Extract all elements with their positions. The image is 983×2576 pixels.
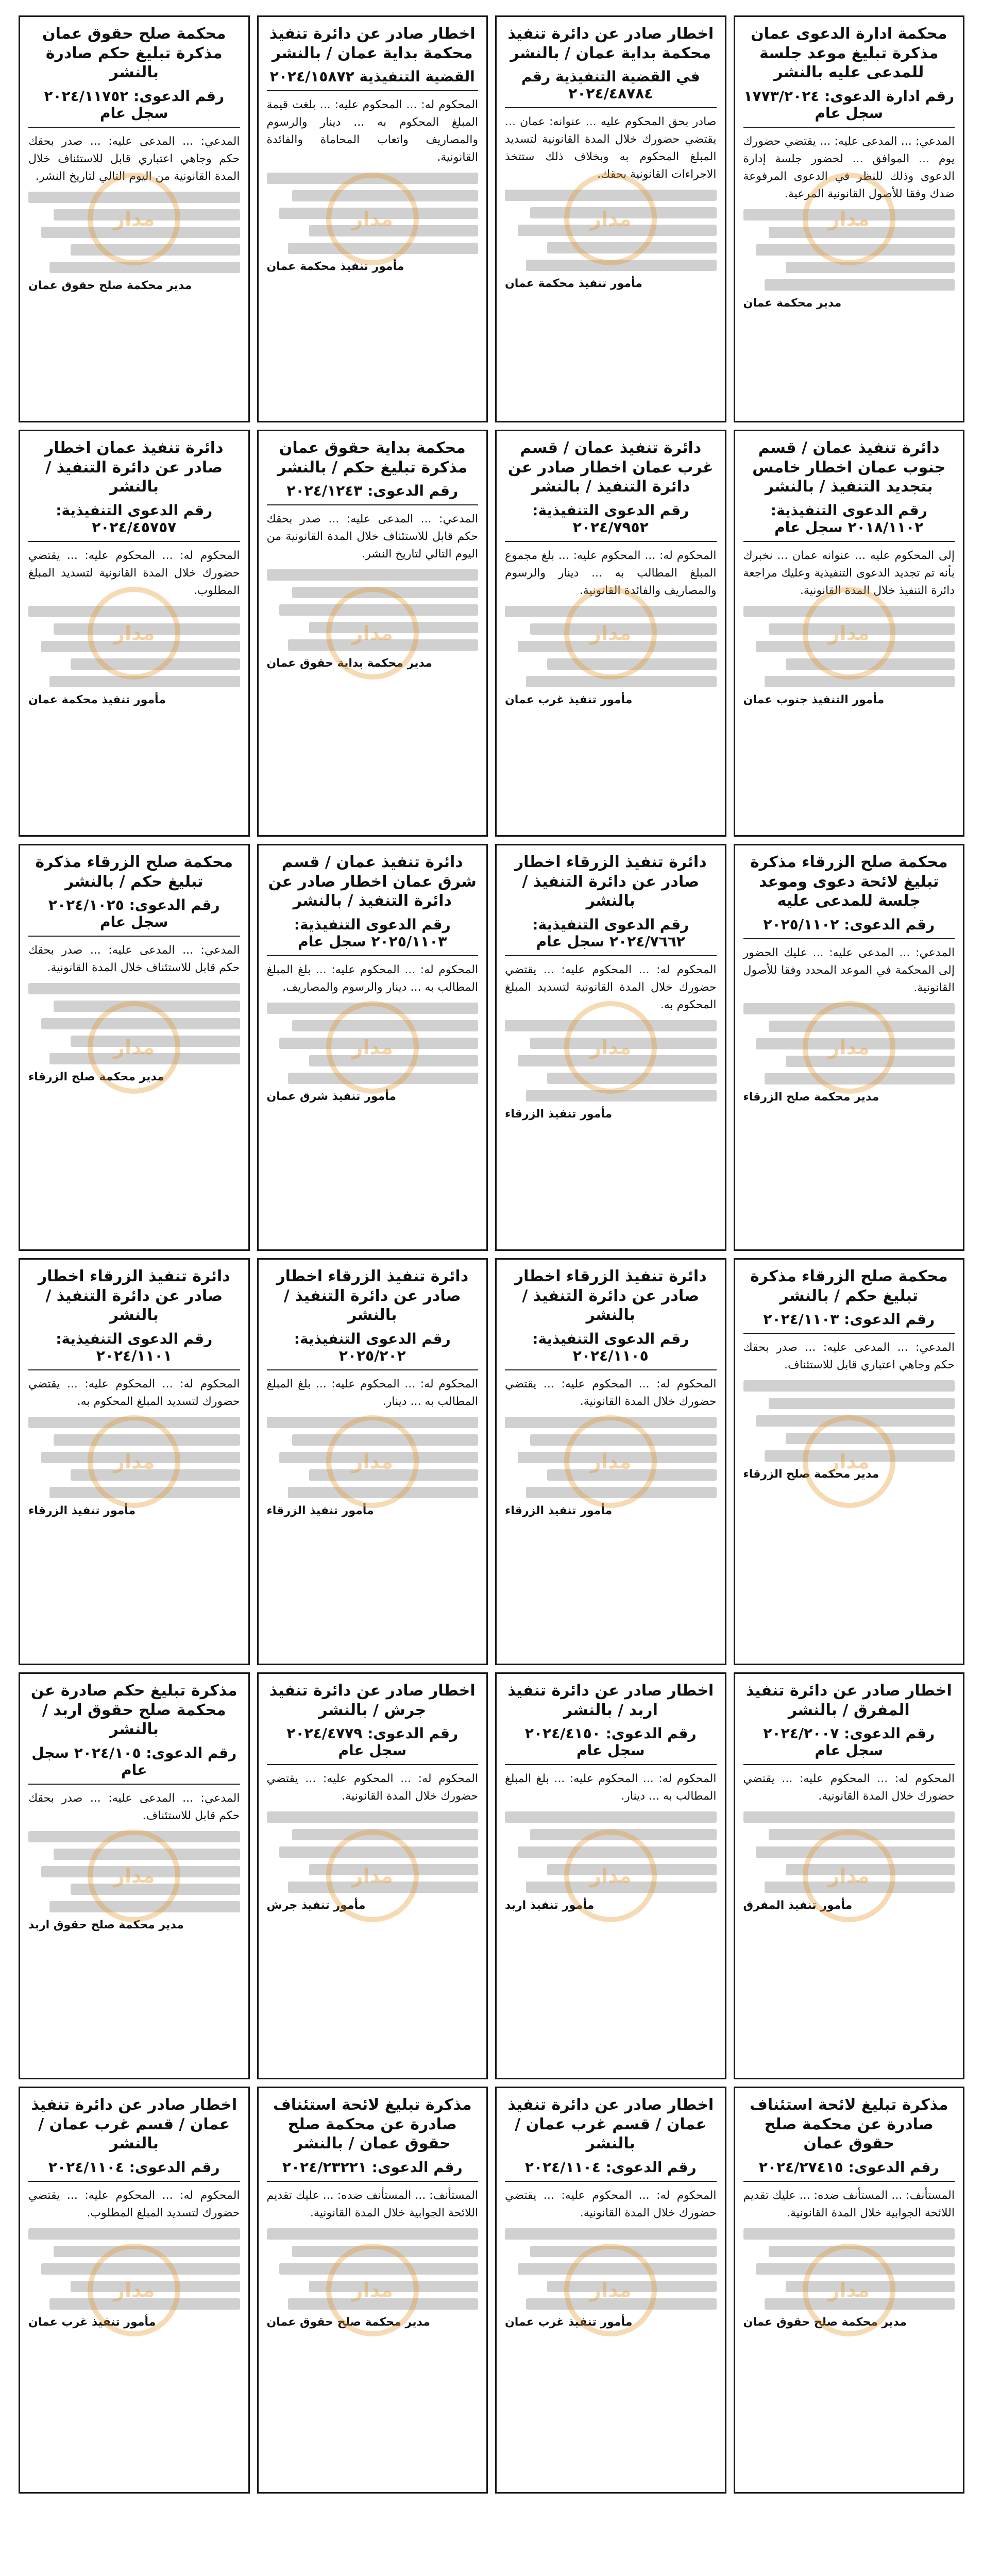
notice-header: محكمة بداية حقوق عمان مذكرة تبليغ حكم / بالنشر	[277, 439, 468, 477]
notice-reference: رقم الدعوى التنفيذية: ٢٠٢٥/١١٠٣ سجل عام	[294, 916, 451, 950]
notice-body: المحكوم له: ... المحكوم عليه: ... يقتضي حضورك خلال المدة القانونية.	[266, 1772, 478, 1803]
notice-signature: مدير محكمة صلح الزرقاء	[743, 1090, 879, 1104]
watermark-logo: مدار	[326, 1829, 419, 1922]
notice-signature: مأمور تنفيذ الزرقاء	[266, 1504, 374, 1517]
divider	[28, 2181, 240, 2182]
notice-signature: مأمور تنفيذ محكمة عمان	[266, 260, 404, 274]
watermark-logo: مدار	[564, 1415, 657, 1508]
legal-notice	[734, 2087, 965, 2494]
legal-notice	[734, 1258, 965, 1665]
watermark-logo: مدار	[803, 2244, 895, 2336]
watermark-logo: مدار	[803, 1829, 895, 1922]
legal-notice	[19, 430, 250, 837]
legal-notice	[734, 430, 965, 837]
notice-header: دائرة تنفيذ الزرقاء اخطار صادر عن دائرة التنفيذ / بالنشر	[514, 853, 707, 910]
notice-signature: مدير محكمة صلح حقوق اربد	[28, 1918, 184, 1931]
notice-reference: رقم الدعوى التنفيذية: ٢٠٢٤/٧٩٥٢	[532, 501, 689, 536]
notice-reference: رقم الدعوى: ٢٠٢٤/٤٧٧٩ سجل عام	[286, 1725, 459, 1759]
divider	[743, 541, 955, 542]
notice-body: صادر بحق المحكوم عليه ... عنوانه: عمان ... يقتضي حضورك خلال المدة القانونية لتسديد المبلغ المحكوم به وبخلاف ذلك ستتخذ الاجراءات القانونية بحقك.	[505, 115, 717, 181]
notice-signature: مأمور تنفيذ الزرقاء	[28, 1504, 136, 1517]
notice-reference: رقم الدعوى: ٢٠٢٤/١٠٥ سجل عام	[31, 1744, 237, 1778]
legal-notice	[495, 844, 726, 1251]
watermark-logo: مدار	[564, 1829, 657, 1922]
text-line	[743, 1811, 955, 1823]
divider	[505, 1369, 717, 1370]
notice-reference: القضية التنفيذية ٢٠٢٤/١٥٨٧٢	[269, 68, 475, 85]
divider	[28, 541, 240, 542]
notice-body: المحكوم له: ... المحكوم عليه: ... يقتضي حضورك خلال المدة القانونية لتسديد المبلغ المحكوم به.	[505, 963, 717, 1011]
notice-signature: مأمور تنفيذ غرب عمان	[28, 2315, 156, 2329]
notice-signature: مدير محكمة صلح حقوق عمان	[266, 2315, 430, 2329]
notice-header: اخطار صادر عن دائرة تنفيذ جرش / بالنشر	[269, 1682, 476, 1719]
text-line	[505, 1811, 717, 1823]
notices-grid	[19, 15, 964, 2494]
legal-notice	[257, 2087, 488, 2494]
watermark-logo: مدار	[88, 1001, 180, 1094]
watermark-logo: مدار	[803, 1001, 895, 1094]
notice-signature: مأمور تنفيذ غرب عمان	[505, 2315, 633, 2329]
watermark-logo: مدار	[88, 173, 180, 265]
divider	[267, 1369, 479, 1370]
notice-body: المحكوم له: ... المحكوم عليه: ... يقتضي حضورك خلال المدة القانونية.	[505, 2189, 717, 2219]
notice-reference: رقم الدعوى التنفيذية: ٢٠٢٤/٧٦٦٢ سجل عام	[532, 916, 689, 950]
notice-body: المدعي: ... المدعى عليه: ... عليك الحضور إلى المحكمة في الموعد المحدد وفقا للأصول القانونية.	[743, 946, 955, 994]
notice-reference: رقم الدعوى: ٢٠٢٤/٢٧٤١٥	[758, 2158, 939, 2176]
notice-reference: رقم الدعوى: ٢٠٢٤/١١٠٣	[763, 1311, 935, 1328]
text-line	[267, 1811, 479, 1823]
notice-signature: مأمور تنفيذ اربد	[505, 1899, 595, 1912]
legal-notice	[257, 15, 488, 422]
notice-signature: مدير محكمة صلح حقوق عمان	[743, 2315, 907, 2329]
watermark-logo: مدار	[564, 2244, 657, 2336]
legal-notice	[495, 1672, 726, 2079]
watermark-logo: مدار	[88, 587, 180, 680]
divider	[505, 955, 717, 956]
legal-notice	[19, 1672, 250, 2079]
notice-reference: رقم الدعوى: ٢٠٢٥/١١٠٢	[763, 916, 935, 933]
notice-body: المحكوم له: ... المحكوم عليه: ... يقتضي حضورك لتسديد المبلغ المطلوب.	[28, 2189, 240, 2219]
watermark-logo: مدار	[326, 1001, 419, 1094]
watermark-logo: مدار	[803, 173, 895, 265]
legal-notice	[734, 844, 965, 1251]
notice-header: محكمة صلح حقوق عمان مذكرة تبليغ حكم صادرة بالنشر	[42, 25, 226, 81]
divider	[267, 955, 479, 956]
legal-notice	[257, 1672, 488, 2079]
notice-header: دائرة تنفيذ عمان اخطار صادر عن دائرة التنفيذ / بالنشر	[45, 439, 224, 496]
notice-reference: رقم الدعوى: ٢٠٢٤/١١٧٥٢ سجل عام	[44, 87, 225, 122]
notice-header: دائرة تنفيذ الزرقاء اخطار صادر عن دائرة التنفيذ / بالنشر	[276, 1267, 469, 1324]
text-line	[743, 2228, 955, 2240]
notice-signature: مأمور تنفيذ جرش	[266, 1899, 366, 1912]
divider	[28, 1369, 240, 1370]
divider	[743, 127, 955, 128]
legal-notice	[19, 1258, 250, 1665]
watermark-logo: مدار	[326, 173, 419, 265]
notice-header: دائرة تنفيذ الزرقاء اخطار صادر عن دائرة التنفيذ / بالنشر	[38, 1267, 230, 1324]
text-line	[267, 569, 479, 581]
notice-body: المدعي: ... المدعى عليه: ... يقتضي حضورك يوم ... الموافق ... لحضور جلسة إدارة الدعوى وذلك للنظر في الدعوى المرفوعة ضدك وفقا للأصول القانونية المرعية.	[743, 134, 955, 200]
notice-signature: مأمور التنفيذ جنوب عمان	[743, 693, 885, 706]
notice-reference: رقم الدعوى التنفيذية: ٢٠٢٤/١١٠٥	[532, 1330, 689, 1364]
legal-notice	[257, 844, 488, 1251]
watermark-logo: مدار	[564, 587, 657, 680]
notice-header: اخطار صادر عن دائرة تنفيذ المفرق / بالنشر	[745, 1682, 952, 1719]
watermark-logo: مدار	[564, 1001, 657, 1094]
divider	[28, 1784, 240, 1785]
divider	[267, 1764, 479, 1765]
notice-header: مذكرة تبليغ لائحة استئناف صادرة عن محكمة صلح حقوق عمان / بالنشر	[273, 2096, 472, 2153]
divider	[743, 938, 955, 939]
notice-body: المحكوم له: ... المحكوم عليه: ... بلغ المبلغ المطالب به ... دينار.	[266, 1377, 478, 1408]
notice-body: المدعي: ... المدعى عليه: ... صدر بحقك حكم قابل للاستئناف خلال المدة القانونية من اليوم التالي لتاريخ النشر.	[266, 513, 478, 561]
notice-signature: مأمور تنفيذ محكمة عمان	[28, 693, 166, 706]
notice-body: إلى المحكوم عليه ... عنوانه عمان ... نخبرك بأنه تم تجديد الدعوى التنفيذية وعليك مراجعة دائرة التنفيذ خلال المدة القانونية.	[743, 549, 955, 597]
text-line	[28, 983, 240, 994]
notice-reference: رقم الدعوى: ٢٠٢٤/١١٠٤	[524, 2158, 697, 2176]
divider	[505, 1764, 717, 1765]
notice-reference: رقم الدعوى: ٢٠٢٤/٤١٥٠ سجل عام	[524, 1725, 697, 1759]
legal-notice	[19, 2087, 250, 2494]
notice-body: المحكوم له: ... المحكوم عليه: ... يقتضي حضورك خلال المدة القانونية.	[505, 1377, 717, 1408]
notice-body: المحكوم له: ... المحكوم عليه: ... بلغ المبلغ المطالب به ... دينار.	[505, 1772, 717, 1803]
notice-reference: رقم ادارة الدعوى: ١٧٧٣/٢٠٢٤ سجل عام	[743, 87, 955, 122]
legal-notice	[257, 430, 488, 837]
text-line	[769, 1398, 955, 1409]
legal-notice	[495, 430, 726, 837]
text-line	[28, 2228, 240, 2240]
legal-notice	[734, 15, 965, 422]
text-line	[267, 2228, 479, 2240]
notice-reference: رقم الدعوى: ٢٠٢٤/١٢٤٣	[286, 482, 459, 499]
notice-body: المحكوم له: ... المحكوم عليه: ... يقتضي حضورك خلال المدة القانونية لتسديد المبلغ المطلوب.	[28, 549, 240, 597]
watermark-logo: مدار	[564, 173, 657, 265]
divider	[267, 90, 479, 91]
notice-header: اخطار صادر عن دائرة تنفيذ محكمة بداية عمان / بالنشر	[269, 25, 476, 62]
notice-reference: رقم الدعوى التنفيذية: ٢٠١٨/١١٠٢ سجل عام	[770, 501, 927, 536]
notice-header: مذكرة تبليغ لائحة استئناف صادرة عن محكمة صلح حقوق عمان	[749, 2096, 948, 2153]
notice-header: اخطار صادر عن دائرة تنفيذ محكمة بداية عمان / بالنشر	[507, 25, 714, 62]
notice-reference: رقم الدعوى: ٢٠٢٤/٢٣٢٢١	[282, 2158, 463, 2176]
notice-body: المحكوم له: ... المحكوم عليه: ... يقتضي حضورك خلال المدة القانونية.	[743, 1772, 955, 1803]
notice-body: المستأنف: ... المستأنف ضده: ... عليك تقديم اللائحة الجوابية خلال المدة القانونية.	[266, 2189, 478, 2219]
notice-header: مذكرة تبليغ حكم صادرة عن محكمة صلح حقوق اربد / بالنشر	[30, 1682, 238, 1738]
text-line	[743, 1380, 955, 1392]
notice-reference: رقم الدعوى: ٢٠٢٤/١١٠٤	[48, 2158, 220, 2176]
watermark-logo: مدار	[326, 2244, 419, 2336]
notice-body: المحكوم له: ... المحكوم عليه: ... بلغ المبلغ المطالب به ... دينار والرسوم والمصاريف.	[266, 963, 478, 994]
notice-signature: مأمور تنفيذ الزرقاء	[505, 1107, 613, 1121]
notice-header: اخطار صادر عن دائرة تنفيذ عمان / قسم غرب عمان / بالنشر	[31, 2096, 238, 2153]
notice-header: محكمة صلح الزرقاء مذكرة تبليغ لائحة دعوى وموعد جلسة للمدعى عليه	[750, 853, 948, 910]
notice-signature: مأمور تنفيذ الزرقاء	[505, 1504, 613, 1517]
notice-reference: رقم الدعوى: ٢٠٢٤/١٠٢٥ سجل عام	[48, 896, 220, 930]
notice-signature: مأمور تنفيذ المفرق	[743, 1899, 853, 1912]
notice-reference: رقم الدعوى التنفيذية: ٢٠٢٤/١١٠١	[56, 1330, 213, 1364]
legal-notice	[19, 844, 250, 1251]
text-line	[786, 262, 955, 273]
watermark-logo: مدار	[88, 2244, 180, 2336]
divider	[743, 2181, 955, 2182]
notice-signature: مدير محكمة عمان	[743, 296, 842, 310]
notice-body: المدعي: ... المدعى عليه: ... صدر بحقك حكم وجاهي اعتباري قابل للاستئناف.	[743, 1341, 955, 1372]
notice-header: دائرة تنفيذ عمان / قسم جنوب عمان اخطار خامس بتجديد التنفيذ / بالنشر	[752, 439, 946, 496]
notice-reference: رقم الدعوى التنفيذية: ٢٠٢٥/٢٠٢	[294, 1330, 451, 1364]
divider	[505, 107, 717, 108]
notice-body: المدعي: ... المدعى عليه: ... صدر بحقك حكم قابل للاستئناف خلال المدة القانونية.	[28, 944, 240, 975]
notice-signature: مأمور تنفيذ محكمة عمان	[505, 277, 642, 291]
notice-body: المحكوم له: ... المحكوم عليه: ... بلغ مجموع المبلغ المطالب به ... دينار والرسوم والمصاريف والفائدة القانونية.	[505, 549, 717, 597]
notice-header: محكمة صلح الزرقاء مذكرة تبليغ حكم / بالنشر	[750, 1267, 948, 1305]
text-line	[765, 279, 955, 291]
text-line	[505, 2228, 717, 2240]
notice-signature: مأمور تنفيذ شرق عمان	[266, 1090, 397, 1103]
notice-header: محكمة صلح الزرقاء مذكرة تبليغ حكم / بالنشر	[35, 853, 233, 891]
divider	[505, 541, 717, 542]
notice-body: المستأنف: ... المستأنف ضده: ... عليك تقديم اللائحة الجوابية خلال المدة القانونية.	[743, 2189, 955, 2219]
watermark-logo: مدار	[326, 587, 419, 680]
notice-body: المدعي: ... المدعى عليه: ... صدر بحقك حكم وجاهي اعتباري قابل للاستئناف خلال المدة القانونية من اليوم التالي لتاريخ النشر.	[28, 134, 240, 183]
notice-reference: رقم الدعوى التنفيذية: ٢٠٢٤/٤٥٧٥٧	[56, 501, 213, 536]
divider	[28, 127, 240, 128]
notice-header: محكمة ادارة الدعوى عمان مذكرة تبليغ موعد جلسة للمدعى عليه بالنشر	[751, 25, 947, 81]
notice-body: المحكوم له: ... المحكوم عليه: ... بلغت قيمة المبلغ المحكوم به ... دينار والرسوم والمصاريف واتعاب المحاماة والفائدة القانونية.	[266, 98, 478, 164]
watermark-logo: مدار	[88, 1829, 180, 1922]
legal-notice	[495, 2087, 726, 2494]
notice-signature: مدير محكمة بداية حقوق عمان	[266, 657, 432, 670]
watermark-logo: مدار	[326, 1415, 419, 1508]
divider	[28, 936, 240, 937]
watermark-logo: مدار	[803, 587, 895, 680]
notice-header: اخطار صادر عن دائرة تنفيذ عمان / قسم غرب عمان / بالنشر	[507, 2096, 714, 2153]
divider	[267, 504, 479, 505]
notice-signature: مدير محكمة صلح الزرقاء	[28, 1071, 164, 1084]
notice-body: المحكوم له: ... المحكوم عليه: ... يقتضي حضورك لتسديد المبلغ المحكوم به.	[28, 1377, 240, 1408]
divider	[505, 2181, 717, 2182]
notice-header: دائرة تنفيذ عمان / قسم شرق عمان اخطار صادر عن دائرة التنفيذ / بالنشر	[268, 853, 477, 910]
notice-header: دائرة تنفيذ عمان / قسم غرب عمان اخطار صادر عن دائرة التنفيذ / بالنشر	[507, 439, 714, 496]
notice-reference: في القضية التنفيذية رقم ٢٠٢٤/٤٨٧٨٤	[521, 68, 700, 102]
legal-notice	[495, 1258, 726, 1665]
divider	[743, 1764, 955, 1765]
divider	[743, 1333, 955, 1334]
legal-notice	[19, 15, 250, 422]
notice-signature: مدير محكمة صلح الزرقاء	[743, 1468, 879, 1481]
legal-notice	[495, 15, 726, 422]
divider	[267, 2181, 479, 2182]
notice-reference: رقم الدعوى: ٢٠٢٤/٢٠٠٧ سجل عام	[763, 1725, 935, 1759]
watermark-logo: مدار	[88, 1415, 180, 1508]
notice-header: دائرة تنفيذ الزرقاء اخطار صادر عن دائرة التنفيذ / بالنشر	[514, 1267, 707, 1324]
watermark-logo: مدار	[803, 1415, 895, 1508]
legal-notice	[734, 1672, 965, 2079]
notice-signature: مدير محكمة صلح حقوق عمان	[28, 279, 192, 292]
notice-body: المدعي: ... المدعى عليه: ... صدر بحقك حكم قابل للاستئناف.	[28, 1791, 240, 1822]
notice-signature: مأمور تنفيذ غرب عمان	[505, 693, 633, 706]
legal-notice	[257, 1258, 488, 1665]
notice-header: اخطار صادر عن دائرة تنفيذ اربد / بالنشر	[507, 1682, 714, 1719]
